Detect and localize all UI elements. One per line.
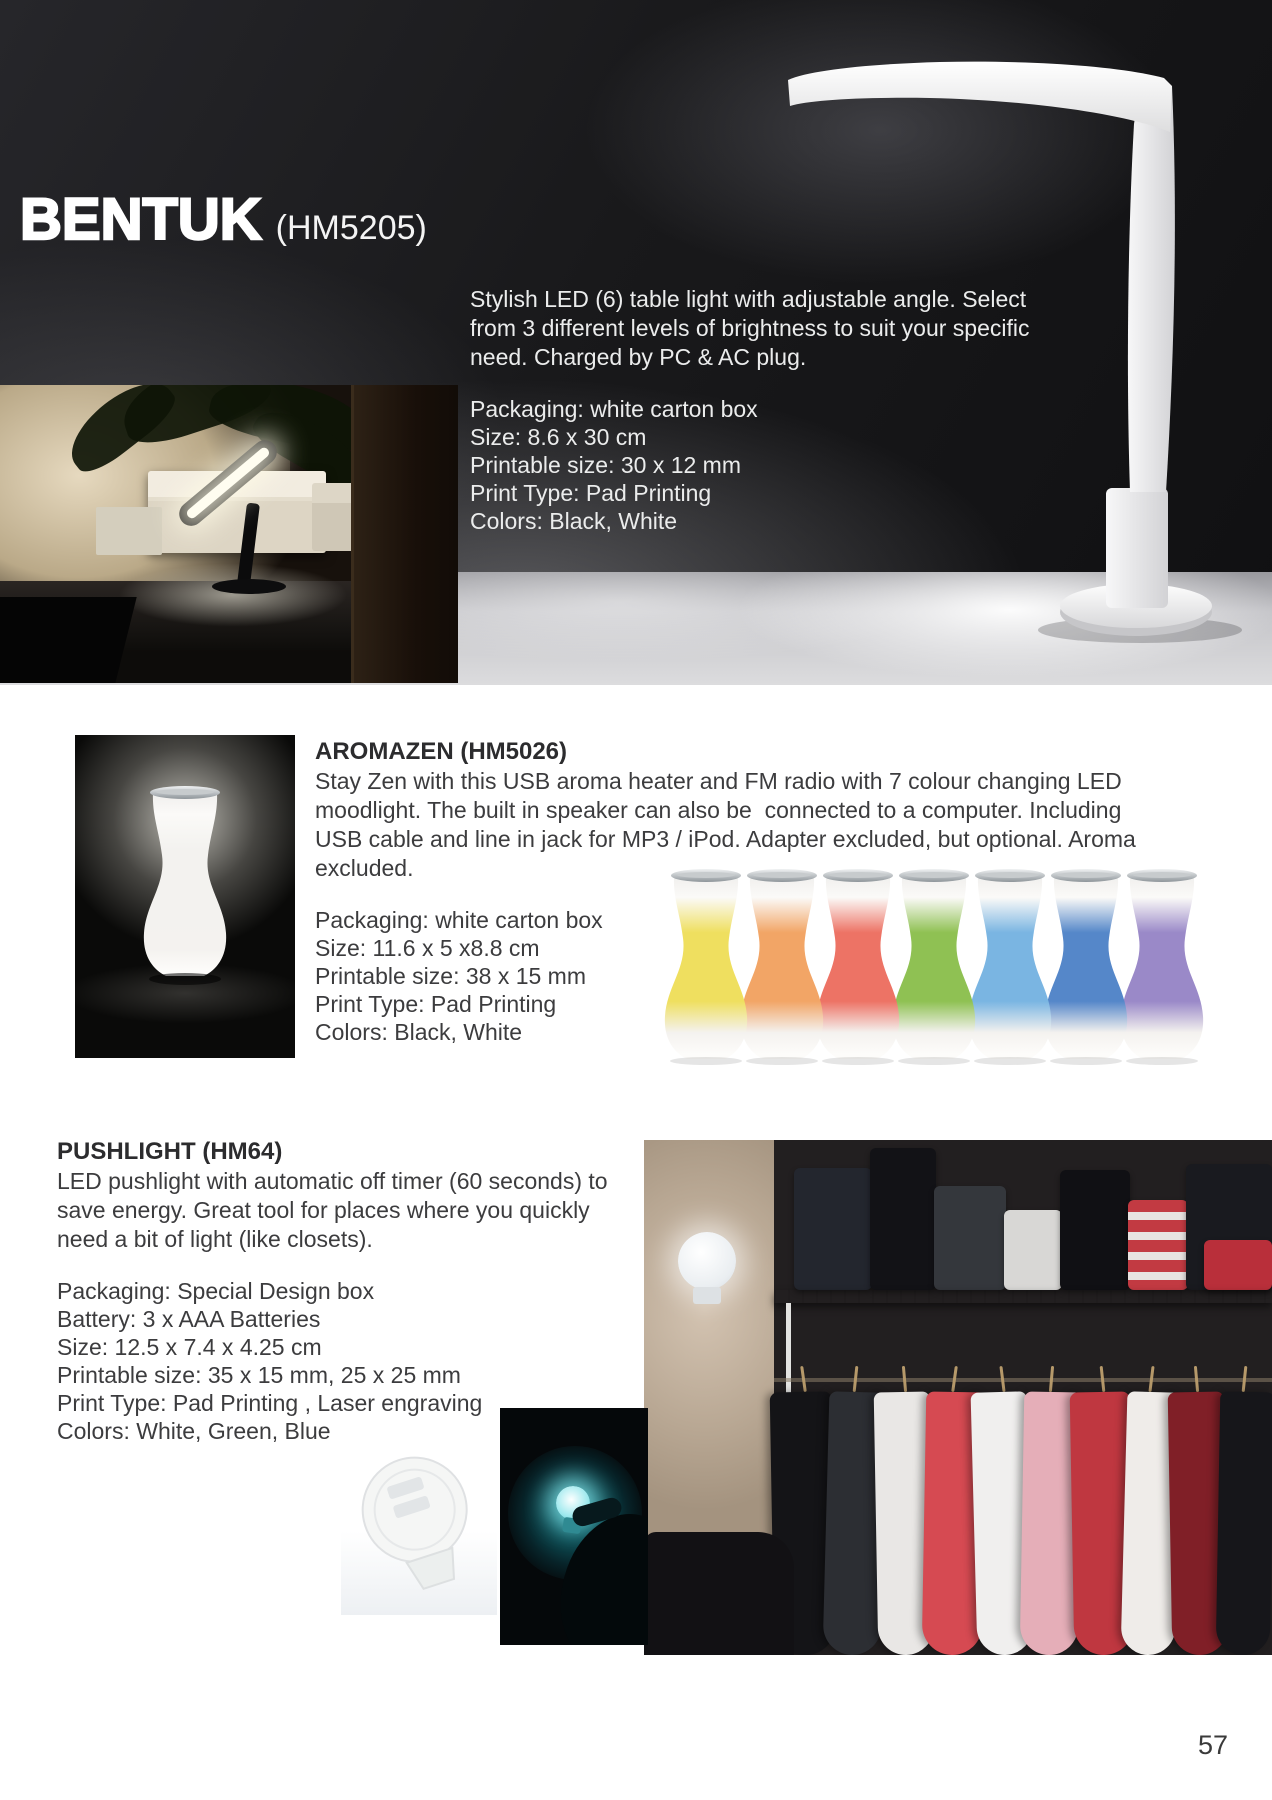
spec-line: Print Type: Pad Printing , Laser engraving — [57, 1390, 483, 1416]
product-title-pushlight: PUSHLIGHT (HM64) — [57, 1138, 283, 1165]
spec-line: Battery: 3 x AAA Batteries — [57, 1306, 321, 1332]
spec-line: Size: 8.6 x 30 cm — [470, 424, 647, 450]
lamp-post — [1128, 86, 1175, 492]
diffuser-chrome-rim — [150, 786, 220, 799]
product-title-bentuk — [20, 186, 427, 253]
spec-line: Size: 11.6 x 5 x8.8 cm — [315, 935, 540, 961]
description-line: need a bit of light (like closets). — [57, 1226, 373, 1252]
description-line: excluded. — [315, 855, 414, 881]
bulb-pushlight-on-wall — [678, 1232, 736, 1290]
black-lamp-base — [212, 579, 286, 594]
description-line: USB cable and line in jack for MP3 / iPod. Adapter excluded, but optional. Aroma — [315, 826, 1136, 852]
aromazen-product-photo — [75, 735, 295, 1058]
pushlight-back-view — [341, 1429, 497, 1615]
description-line: Stylish LED (6) table light with adjustable angle. Select — [470, 286, 1027, 312]
vessel-rim — [975, 869, 1045, 882]
product-code: (HM5205) — [275, 209, 427, 247]
spec-line: Colors: Black, White — [470, 508, 678, 534]
folded-clothes — [794, 1168, 872, 1290]
lamp-arm — [788, 62, 1172, 132]
spec-line: Packaging: white carton box — [315, 907, 603, 933]
spec-line: Colors: Black, White — [315, 1019, 523, 1045]
folded-clothes — [1204, 1240, 1272, 1290]
folded-clothes — [1060, 1170, 1130, 1290]
description-line: need. Charged by PC & AC plug. — [470, 344, 807, 370]
spec-line: Packaging: white carton box — [470, 396, 758, 422]
bulb-pushlight-stem — [693, 1287, 721, 1304]
pushlight-text-block — [57, 1137, 608, 1445]
bentuk-section — [0, 0, 1272, 685]
colour-diffusers-photo — [660, 866, 1208, 1062]
spec-line: Printable size: 30 x 12 mm — [470, 452, 742, 478]
bentuk-text-block — [470, 285, 1030, 535]
description-line: moodlight. The built in speaker can also be connected to a computer. Including — [315, 797, 1122, 823]
spec-line: Print Type: Pad Printing — [470, 480, 712, 506]
aroma-diffuser-white — [139, 783, 231, 979]
wire-shelf — [774, 1290, 1272, 1303]
pushlight-product-photo — [341, 1429, 497, 1615]
vessel-rim — [1051, 869, 1121, 882]
dark-garment-foreground — [644, 1532, 794, 1655]
product-title-aromazen: AROMAZEN (HM5026) — [315, 738, 568, 765]
lamp-base-cylinder — [1106, 488, 1168, 608]
wardrobe-silhouette — [351, 385, 458, 683]
folded-clothes — [870, 1148, 936, 1290]
folded-clothes — [1004, 1210, 1062, 1290]
vessel-rim — [899, 869, 969, 882]
bentuk-lifestyle-photo — [0, 385, 458, 683]
spec-line: Size: 12.5 x 7.4 x 4.25 cm — [57, 1334, 322, 1360]
diffuser-body — [139, 783, 231, 979]
folded-clothes — [934, 1186, 1006, 1290]
page-number: 57 — [1198, 1730, 1229, 1760]
spec-line: Print Type: Pad Printing — [315, 991, 557, 1017]
product-name: BENTUK — [20, 187, 262, 252]
spec-line: Printable size: 38 x 15 mm — [315, 963, 587, 989]
folded-clothes — [1128, 1200, 1188, 1290]
description-line: Stay Zen with this USB aroma heater and FM radio with 7 colour changing LED — [315, 768, 1122, 794]
spec-line: Packaging: Special Design box — [57, 1278, 375, 1304]
spec-line: Colors: White, Green, Blue — [57, 1418, 331, 1444]
spec-line: Printable size: 35 x 15 mm, 25 x 25 mm — [57, 1362, 461, 1388]
pushlight-glow-photo — [500, 1408, 648, 1645]
vessel-rim — [747, 869, 817, 882]
description-line: save energy. Great tool for places where you quickly — [57, 1197, 590, 1223]
description-line: LED pushlight with automatic off timer (60 seconds) to — [57, 1168, 608, 1194]
vessel-rim — [1127, 869, 1197, 882]
storage-box — [96, 507, 162, 555]
vessel-rim — [823, 869, 893, 882]
description-line: from 3 different levels of brightness to suit your specific — [470, 315, 1030, 341]
foreground-books — [0, 597, 137, 683]
lamp-light-pool — [118, 563, 348, 627]
pushlight-lifestyle-photo — [644, 1140, 1272, 1655]
aroma-vessel — [660, 866, 752, 1062]
hanging-garment — [1216, 1392, 1272, 1655]
vessel-rim — [671, 869, 741, 882]
